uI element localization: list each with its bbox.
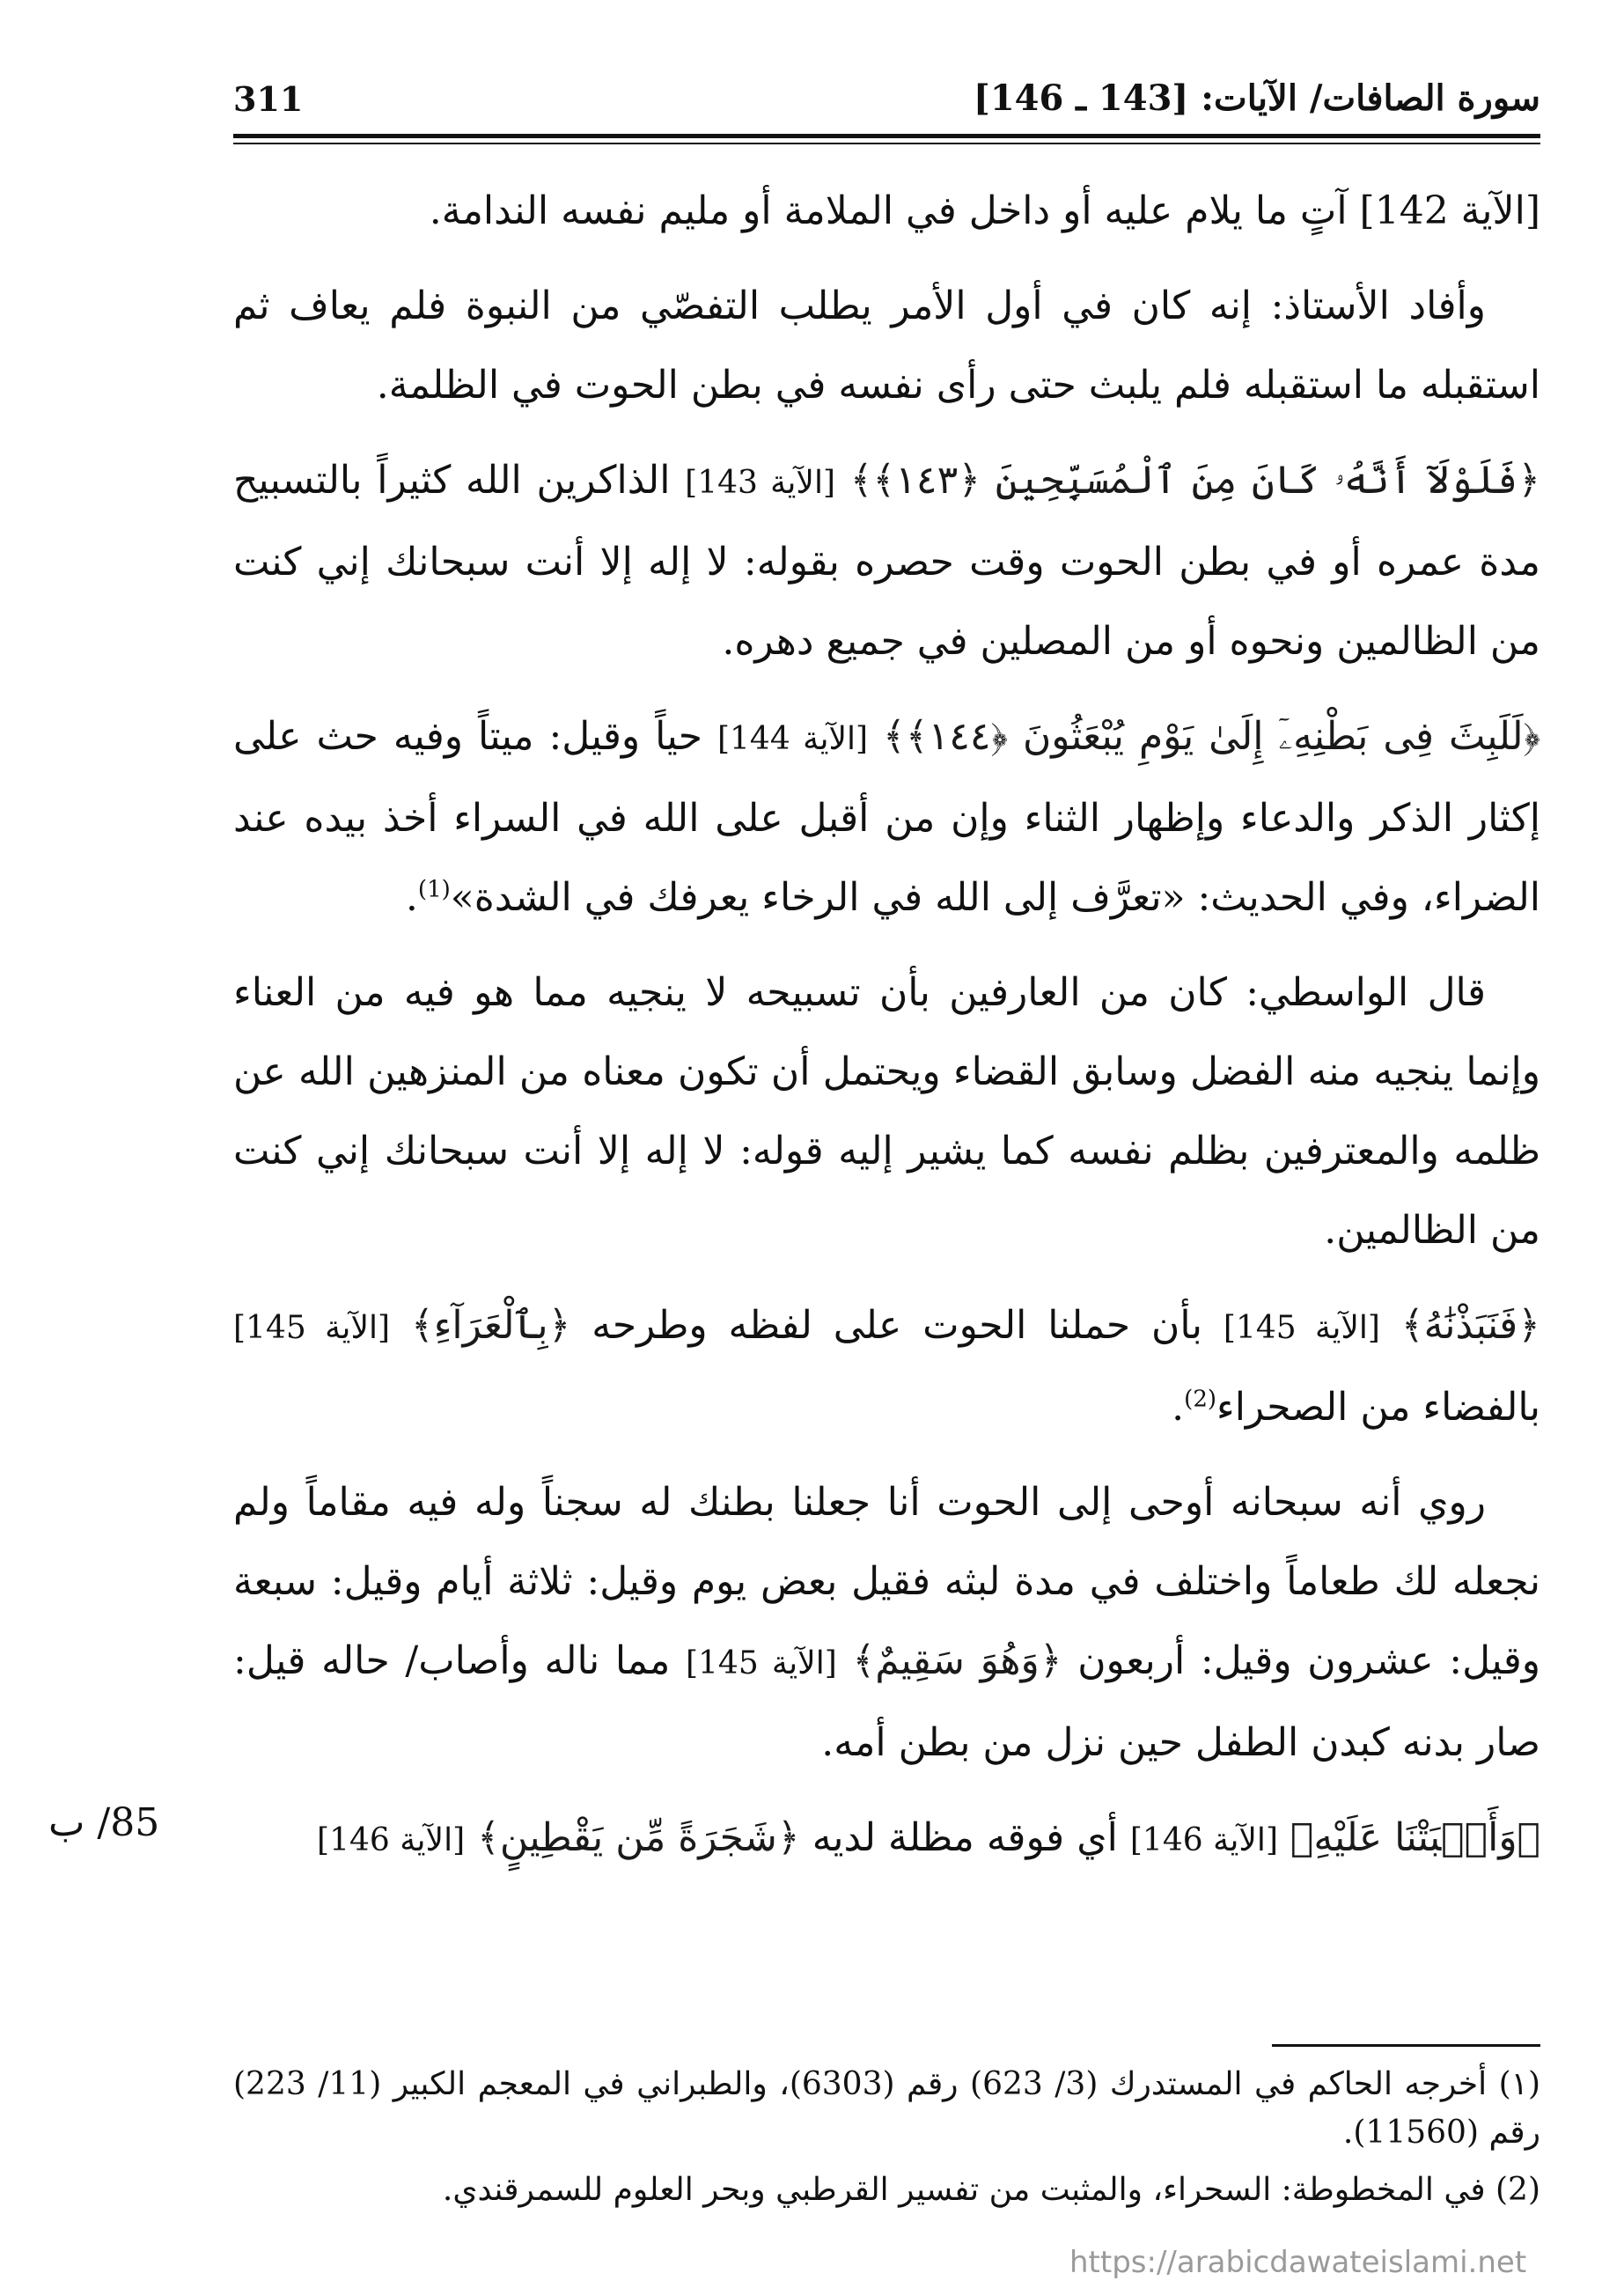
footnote-number: (2): [1495, 2172, 1540, 2208]
quran-verse: ﴿بِٱلْعَرَآءِ﴾: [410, 1303, 571, 1348]
footnote-marker: (1): [417, 876, 451, 903]
paragraph-text: قال الواسطي: كان من العارفين بأن تسبيحه لا ينجيه مما هو فيه من العناء وإنما ينجيه منه الفضل وسابق القضاء ويحتمل أن تكون معناه من المنزهين الله عن ظلمه والمعترفين بظلم نفسه كما يشير إليه قوله: لا إله إلا أنت سبحانك إني كنت من الظالمين.: [233, 970, 1540, 1253]
paragraph-text: [الآية 142] آتٍ ما يلام عليه أو داخل في الملامة أو مليم نفسه الندامة.: [429, 188, 1540, 233]
quran-verse: ﴿وَهُوَ سَقِيمٌ﴾: [852, 1638, 1062, 1683]
paragraph-7: [233, 1463, 1540, 1783]
paragraph-text: وأفاد الأستاذ: إنه كان في أول الأمر يطلب التفصّي من النبوة فلم يعاف ثم استقبله ما استقبله فلم يلبث حتى رأى نفسه في بطن الحوت في الظلمة.: [233, 283, 1540, 408]
footnotes: [233, 2060, 1540, 2223]
paragraph-3: [233, 441, 1540, 681]
paragraph-text: بالفضاء من الصحراء: [1216, 1385, 1540, 1430]
watermark-url: https://arabicdawateislami.net: [1069, 2245, 1527, 2280]
footnote-1: [233, 2060, 1540, 2157]
main-text: [233, 172, 1540, 1896]
paragraph-text: روي أنه سبحانه أوحى إلى الحوت أنا جعلنا بطنك له سجناً وله فيه مقاماً ولم نجعله لك طعاماً واختلف في مدة لبثه فقيل بعض يوم وقيل: ثلاثة أيام وقيل: سبعة وقيل: عشرون وقيل: أربعون: [233, 1480, 1540, 1683]
paragraph-text: مما ناله وأصاب/ حاله قيل: صار بدنه كبدن الطفل حين نزل من بطن أمه.: [233, 1638, 1540, 1765]
page-number: 311: [233, 79, 304, 119]
running-title: سورة الصافات/ الآيات: [143 ـ 146]: [973, 77, 1540, 119]
header-rule-thin: [233, 143, 1540, 144]
quran-verse: ﴿وَأَنۢبَتْنَا عَلَيْهِ﴾: [1290, 1815, 1540, 1860]
header-rule-thick: [233, 134, 1540, 138]
verse-ref: [الآية 146]: [317, 1822, 466, 1858]
paragraph-text: حياً وقيل: ميتاً وفيه حث على إكثار الذكر والدعاء وإظهار الثناء وإن من أقبل على الله في السراء أخذ بيده عند الضراء، وفي الحديث: «تعرَّف إلى الله في الرخاء يعرفك في الشدة»: [233, 714, 1540, 920]
paragraph-text: أي فوقه مظلة لديه: [812, 1815, 1118, 1860]
footnote-2: [233, 2166, 1540, 2214]
paragraph-6: [233, 1286, 1540, 1447]
paragraph-2: [233, 267, 1540, 425]
footnote-marker: (2): [1184, 1386, 1217, 1413]
quran-verse: ﴿فَنَبَذْنَٰهُ﴾: [1400, 1303, 1540, 1348]
footnote-text: أخرجه الحاكم في المستدرك (3/ 623) رقم (6303)، والطبراني في المعجم الكبير (11/ 223) رقم (11560).: [233, 2066, 1540, 2151]
footnote-rule: [1272, 2044, 1540, 2047]
quran-verse: ﴿لَلَبِثَ فِى بَطْنِهِۦٓ إِلَىٰ يَوْمِ يُبْعَثُونَ ﴿١٤٤﴾﴾: [883, 714, 1540, 759]
verse-ref: [الآية 144]: [716, 721, 869, 757]
footnote-text: في المخطوطة: السحراء، والمثبت من تفسير القرطبي وبحر العلوم للسمرقندي.: [442, 2172, 1486, 2208]
paragraph-text: بأن حملنا الحوت على لفظه وطرحه: [592, 1303, 1203, 1348]
quran-verse: ﴿شَجَرَةً مِّن يَقْطِينٍ﴾: [477, 1815, 800, 1860]
paragraph-5: [233, 953, 1540, 1270]
verse-ref: [الآية 143]: [685, 465, 835, 501]
paragraph-1: [233, 172, 1540, 251]
verse-ref: [الآية 145]: [685, 1645, 837, 1681]
manuscript-folio-note: 85/ ب: [48, 1800, 160, 1845]
quran-verse: ﴿فَلَوْلَآ أَنَّهُۥ كَانَ مِنَ ٱلْمُسَبِّحِينَ ﴿١٤٣﴾﴾: [849, 458, 1540, 503]
paragraph-4: [233, 697, 1540, 938]
paragraph-text: الذاكرين الله كثيراً بالتسبيح مدة عمره أو في بطن الحوت وقت حصره بقوله: لا إله إلا أنت سبحانك إني كنت من الظالمين ونحوه أو من المصلين في جميع دهره.: [233, 458, 1540, 664]
verse-ref: [الآية 145]: [233, 1310, 391, 1346]
verse-ref: [الآية 146]: [1129, 1822, 1278, 1858]
verse-ref: [الآية 145]: [1223, 1310, 1380, 1346]
footnote-number: (١): [1498, 2066, 1541, 2102]
sentence-end: .: [405, 875, 418, 920]
sentence-end: .: [1172, 1385, 1185, 1430]
paragraph-8: [233, 1799, 1540, 1880]
page-header: [233, 77, 1540, 130]
